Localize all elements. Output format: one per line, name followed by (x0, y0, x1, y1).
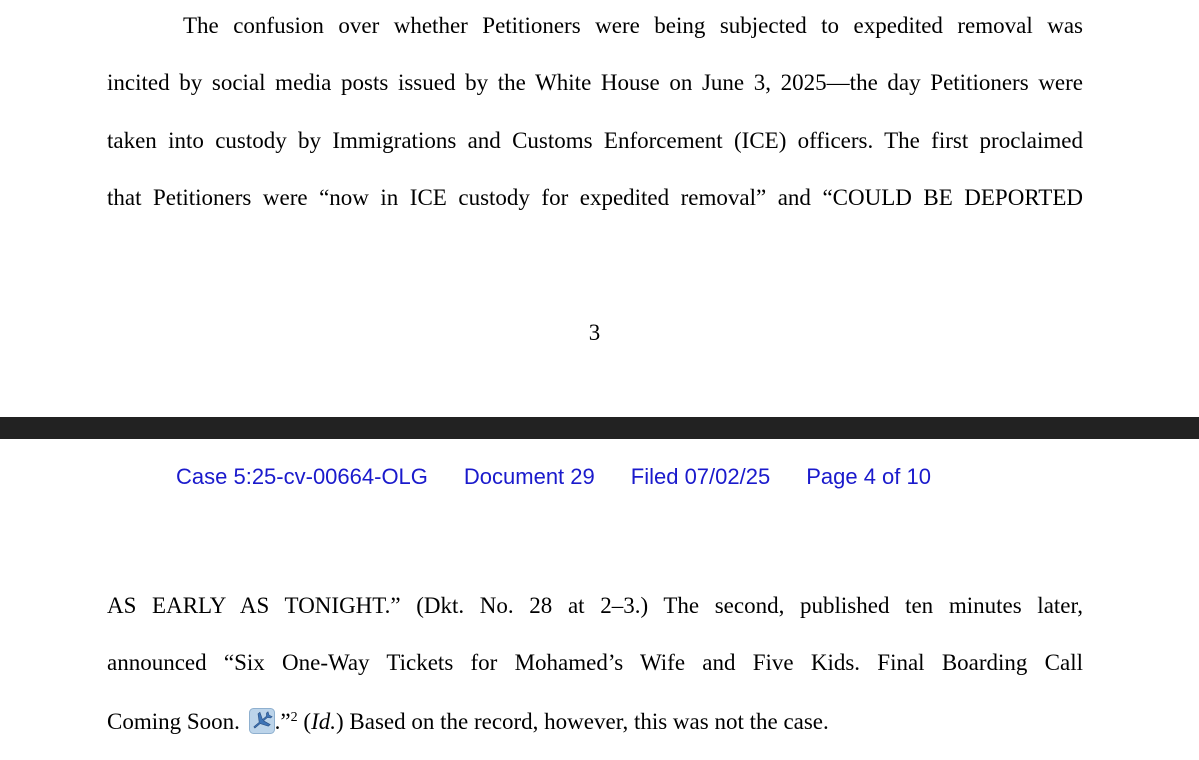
paragraph-line-7 (107, 708, 1083, 736)
case-number: Case 5:25-cv-00664-OLG (176, 464, 428, 489)
paragraph-line-4: that Petitioners were “now in ICE custody for expedited removal” and “COULD BE DEPORTED (107, 185, 1083, 210)
paragraph-line-5: AS EARLY AS TONIGHT.” (Dkt. No. 28 at 2–3.) The second, published ten minutes later, (107, 593, 1083, 618)
filed-date: Filed 07/02/25 (630, 464, 771, 489)
citation-id: Id. (311, 709, 336, 734)
footnote-reference[interactable]: 2 (290, 710, 298, 725)
closing-quote: .” (274, 709, 291, 734)
line-end-text: ) Based on the record, however, this was not the case. (335, 709, 829, 734)
case-header (176, 463, 931, 491)
document-number: Document 29 (463, 464, 595, 489)
citation-open: ( (303, 709, 312, 734)
paragraph-line-1: The confusion over whether Petitioners were being subjected to expedited removal was (183, 13, 1083, 38)
paragraph-line-3: taken into custody by Immigrations and Customs Enforcement (ICE) officers. The first proclaimed (107, 128, 1083, 153)
line-start-text: Coming Soon. (107, 709, 240, 734)
page-number: 3 (588, 320, 601, 345)
paragraph-line-6: announced “Six One-Way Tickets for Mohamed’s Wife and Five Kids. Final Boarding Call (107, 650, 1083, 675)
paragraph-line-2: incited by social media posts issued by the White House on June 3, 2025—the day Petitioners were (107, 70, 1083, 95)
page-separator (0, 417, 1199, 439)
page-of-total: Page 4 of 10 (806, 464, 931, 489)
airplane-departure-icon (249, 708, 275, 734)
